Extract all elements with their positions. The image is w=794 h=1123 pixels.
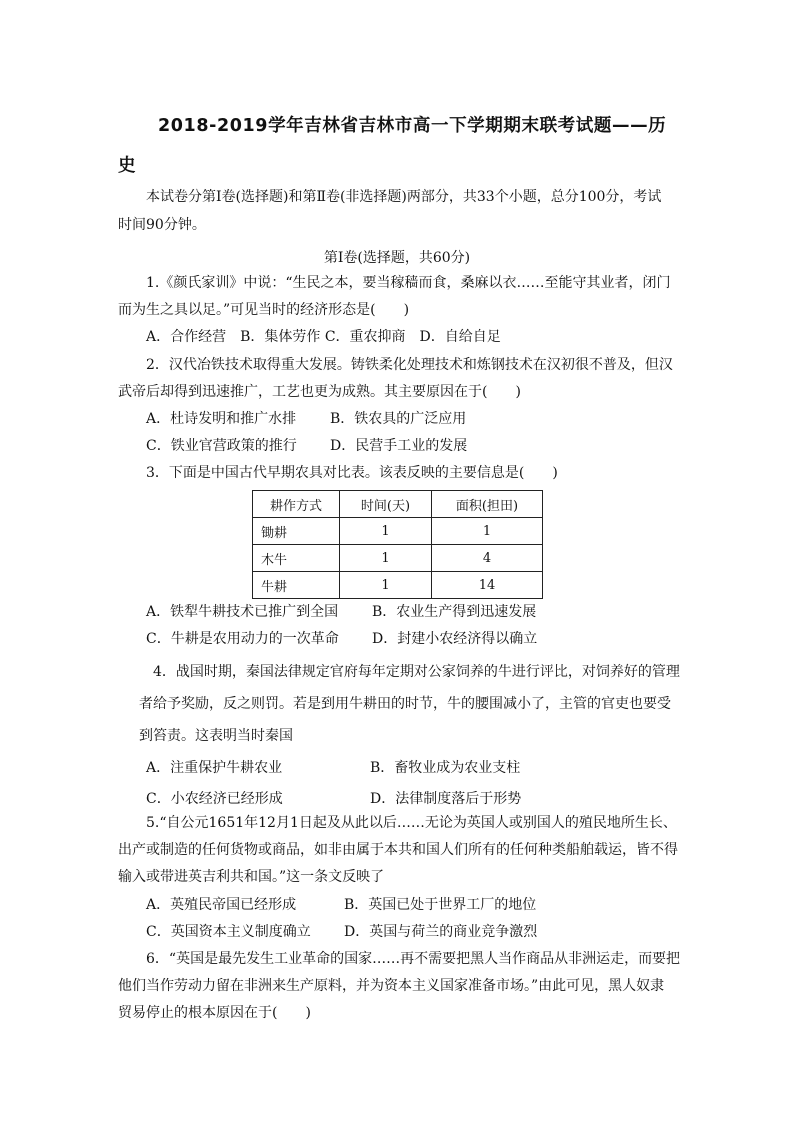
q5-stem-line-2: 出产或制造的任何货物或商品，如非由属于本共和国人们所有的任何种类船舶载运，皆不得	[118, 842, 678, 858]
q1-stem-line-2: 而为生之具以足。”可见当时的经济形态是( )	[118, 302, 410, 318]
table-header-cell: 面积(担田)	[432, 491, 543, 518]
intro-line-1: 本试卷分第Ⅰ卷(选择题)和第Ⅱ卷(非选择题)两部分，共33个小题，总分100分，考试	[146, 189, 662, 205]
table-cell: 1	[340, 572, 432, 599]
q2-option-b: B．铁农具的广泛应用	[330, 411, 467, 427]
table-header-cell: 时间(天)	[340, 491, 432, 518]
table-cell: 1	[432, 518, 543, 545]
q5-option-b: B．英国已处于世界工厂的地位	[344, 897, 537, 913]
table-header-row	[253, 491, 543, 518]
q5-option-a: A．英殖民帝国已经形成	[146, 897, 297, 913]
q6-stem-line-1: 6．“英国是最先发生工业革命的国家……再不需要把黑人当作商品从非洲运走，而要把	[146, 951, 681, 967]
q4-option-a: A．注重保护牛耕农业	[146, 760, 283, 776]
q3-stem: 3．下面是中国古代早期农具对比表。该表反映的主要信息是( )	[146, 465, 558, 481]
table-cell: 锄耕	[253, 518, 340, 545]
q5-option-d: D．英国与荷兰的商业竞争激烈	[344, 924, 538, 940]
q3-option-c: C．牛耕是农用动力的一次革命	[146, 631, 339, 647]
q2-option-d: D．民营手工业的发展	[330, 438, 468, 454]
table-cell: 4	[432, 545, 543, 572]
q1-stem-line-1: 1.《颜氏家训》中说：“生民之本，要当稼穑而食，桑麻以衣……至能守其业者，闭门	[146, 275, 671, 291]
q5-stem-line-1: 5.“自公元1651年12月1日起及从此以后……无论为英国人或别国人的殖民地所生长、	[146, 815, 677, 831]
table-row	[253, 518, 543, 545]
q6-stem-line-2: 他们当作劳动力留在非洲来生产原料，并为资本主义国家准备市场。”由此可见，黑人奴隶	[118, 978, 665, 994]
table-cell: 1	[340, 545, 432, 572]
q4-option-d: D．法律制度落后于形势	[370, 791, 522, 807]
q2-option-a: A．杜诗发明和推广水排	[146, 411, 297, 427]
q6-stem-line-3: 贸易停止的根本原因在于( )	[118, 1005, 311, 1021]
q5-stem-line-3: 输入或带进英吉利共和国。”这一条文反映了	[118, 869, 385, 885]
table-row	[253, 572, 543, 599]
q5-option-c: C．英国资本主义制度确立	[146, 924, 311, 940]
q4-stem-line-2: 者给予奖励，反之则罚。若是到用牛耕田的时节，牛的腰围减小了，主管的官吏也要受	[139, 696, 671, 712]
q2-option-c: C．铁业官营政策的推行	[146, 438, 297, 454]
table-row	[253, 545, 543, 572]
q2-stem-line-2: 武帝后却得到迅速推广，工艺也更为成熟。其主要原因在于( )	[118, 384, 521, 400]
q1-options: A．合作经营 B．集体劳作 C．重农抑商 D．自给自足	[146, 329, 501, 345]
exam-title	[118, 106, 678, 186]
q3-option-b: B．农业生产得到迅速发展	[372, 604, 537, 620]
q3-option-d: D．封建小农经济得以确立	[372, 631, 538, 647]
q3-option-a: A．铁犁牛耕技术已推广到全国	[146, 604, 339, 620]
intro-line-2: 时间90分钟。	[118, 217, 206, 233]
table-header-cell: 耕作方式	[253, 491, 340, 518]
title-line-1: 2018-2019学年吉林省吉林市高一下学期期末联考试题——历	[158, 116, 667, 136]
table-cell: 木牛	[253, 545, 340, 572]
table-cell: 牛耕	[253, 572, 340, 599]
q4-option-c: C．小农经济已经形成	[146, 791, 283, 807]
q4-option-b: B．畜牧业成为农业支柱	[370, 760, 521, 776]
farming-tools-table	[252, 490, 543, 599]
section-heading: 第Ⅰ卷(选择题，共60分)	[323, 250, 471, 266]
title-line-2: 史	[118, 156, 137, 176]
table-cell: 14	[432, 572, 543, 599]
table-cell: 1	[340, 518, 432, 545]
q2-stem-line-1: 2．汉代冶铁技术取得重大发展。铸铁柔化处理技术和炼钢技术在汉初很不普及，但汉	[146, 357, 673, 373]
q4-stem-line-3: 到笞责。这表明当时秦国	[139, 728, 293, 744]
q4-stem-line-1: 4．战国时期，秦国法律规定官府每年定期对公家饲养的牛进行评比，对饲养好的管理	[153, 664, 680, 680]
